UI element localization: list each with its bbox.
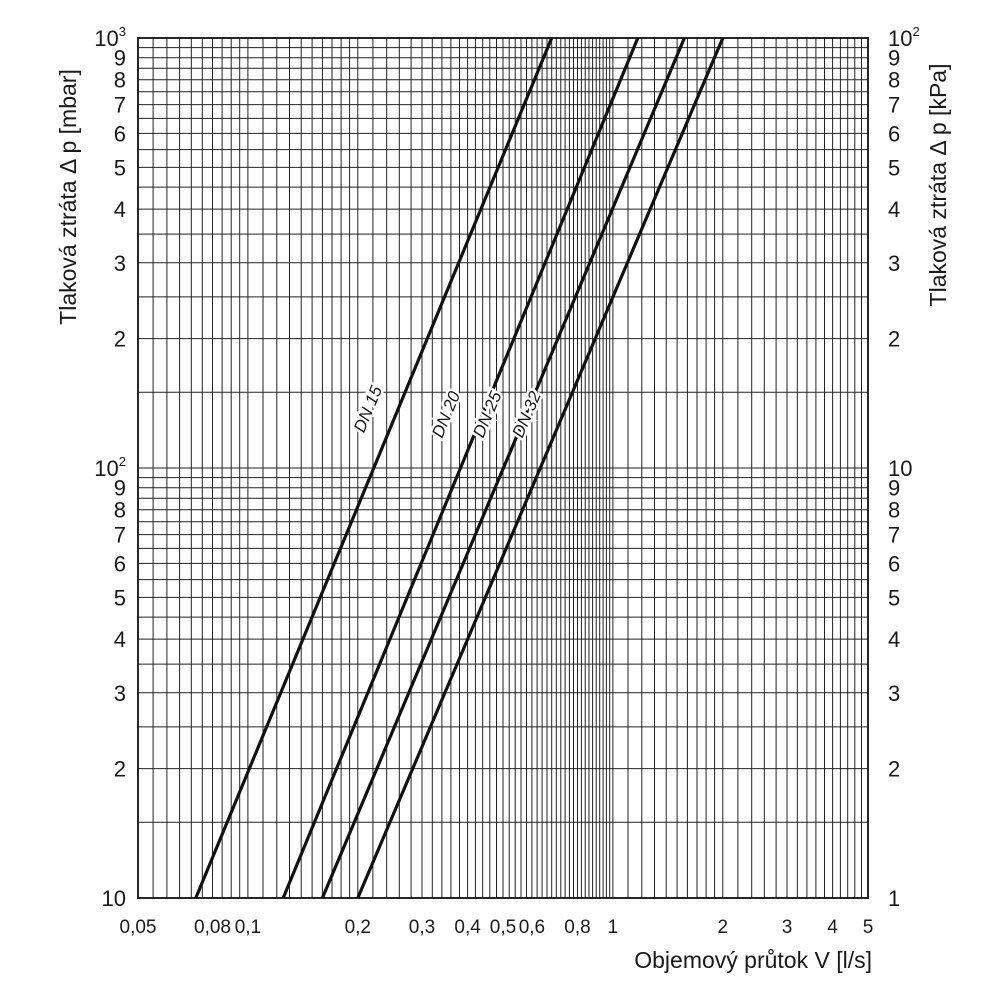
x-tick-label: 3 — [781, 917, 793, 938]
series-label-dn-15: DN 15 — [350, 383, 387, 435]
y-tick-label-right: 5 — [888, 585, 901, 611]
y-tick-label-right: 2 — [888, 756, 901, 782]
y-tick-label-right: 10 — [888, 456, 913, 481]
y-tick-label-right: 2 — [888, 326, 901, 352]
y-tick-label-exponent: 2 — [912, 24, 920, 39]
y-tick-label-left: 3 — [113, 250, 126, 276]
y-tick-label-left: 8 — [113, 497, 126, 523]
y-tick-label-left: 6 — [113, 551, 126, 577]
y-tick-label-right: 7 — [888, 92, 901, 118]
y-tick-label-left: 5 — [113, 585, 126, 611]
y-axis-title-left: Tlaková ztráta Δ p [mbar] — [55, 69, 81, 325]
y-tick-label-left: 7 — [113, 522, 126, 548]
y-tick-label-left: 9 — [113, 475, 126, 501]
y-tick-label-left: $10^3$ — [94, 24, 126, 51]
series-label-dn-32: DN 32 — [508, 388, 545, 441]
y-tick-label-left: 3 — [113, 680, 126, 706]
y-tick-label-left: 5 — [113, 155, 126, 181]
y-tick-label-left: 10 — [101, 886, 126, 911]
y-tick-label-right: 5 — [888, 155, 901, 181]
y-tick-label-right: 8 — [888, 67, 901, 93]
x-tick-label: 5 — [862, 917, 874, 938]
x-tick-label: 0,5 — [489, 917, 517, 938]
y-tick-label-left: 4 — [113, 627, 126, 653]
x-tick-label: 0,6 — [518, 917, 546, 938]
y-tick-label-right: 7 — [888, 522, 901, 548]
y-tick-label-right: $10^2$ — [888, 24, 920, 51]
y-tick-label-exponent: 3 — [118, 24, 126, 39]
y-tick-label-right: 6 — [888, 121, 901, 147]
y-tick-label-right: 9 — [888, 475, 901, 501]
x-axis-title: Objemový průtok V [l/s] — [634, 947, 872, 973]
y-tick-label-left: 6 — [113, 121, 126, 147]
y-tick-label-right: 4 — [888, 627, 901, 653]
series-label-dn-20: DN 20 — [428, 388, 465, 441]
y-tick-label-right: 1 — [888, 886, 901, 911]
x-tick-label: 1 — [607, 917, 619, 938]
y-tick-label-left: $10^2$ — [94, 454, 126, 481]
y-tick-label-right: 4 — [888, 197, 901, 223]
x-tick-label: 0,2 — [344, 917, 372, 938]
y-tick-label-left: 8 — [113, 67, 126, 93]
x-tick-label: 0,1 — [234, 917, 262, 938]
y-tick-label-right: 8 — [888, 497, 901, 523]
x-tick-label: 4 — [827, 917, 838, 938]
y-axis-title-right: Tlaková ztráta Δ p [kPa] — [925, 63, 951, 307]
x-tick-label: 2 — [717, 917, 729, 938]
series-label-dn-25: DN 25 — [469, 388, 506, 441]
x-tick-label: 0,08 — [194, 917, 231, 938]
y-tick-label-left: 2 — [113, 756, 126, 782]
y-tick-label-exponent: 2 — [118, 454, 126, 469]
x-tick-label: 0,8 — [564, 917, 591, 938]
x-tick-label: 0,05 — [119, 917, 157, 938]
y-tick-label-right: 6 — [888, 551, 901, 577]
y-tick-label-right: 3 — [888, 680, 901, 706]
x-tick-label: 0,4 — [454, 917, 481, 938]
y-tick-label-left: 2 — [113, 326, 126, 352]
y-tick-label-left: 9 — [113, 45, 126, 71]
x-tick-label: 0,3 — [408, 917, 436, 938]
y-tick-label-left: 4 — [113, 197, 126, 223]
y-tick-label-right: 3 — [888, 250, 901, 276]
y-tick-label-right: 9 — [888, 45, 901, 71]
y-tick-label-left: 7 — [113, 92, 126, 118]
